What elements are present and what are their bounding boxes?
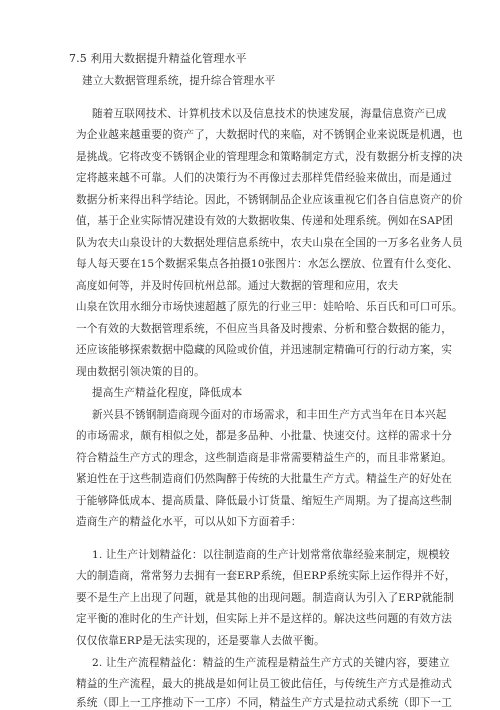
list-item-line: 仅仅依靠ERP是无法实现的，还是要靠人去做平衡。 (76, 635, 325, 647)
paragraph-line: 现由数据引领决策的目的。 (76, 366, 205, 378)
paragraph-line: 符合精益生产方式的理念，这些制造商是非常需要精益生产的，而且非常紧迫。 (76, 452, 453, 464)
paragraph-line: 数据分析来得出科学结论。因此，不锈钢制品企业应该重视它们各自信息资产的价 (76, 194, 463, 206)
list-item-line: 精益的生产流程，最大的挑战是如何让员工彼此信任，与传统生产方式是推动式 (76, 678, 453, 690)
paragraph-line: 造商生产的精益化水平，可以从如下方面着手： (76, 516, 302, 528)
paragraph-line: 定将越来越不可靠。人们的决策行为不再像过去那样凭借经验来做出，而是通过 (76, 172, 453, 184)
paragraph-line: 值，基于企业实际情况建设有效的大数据收集、传递和处理系统。例如在SAP团 (76, 215, 454, 227)
list-item-line: 1. 让生产计划精益化：以往制造商的生产计划常常依靠经验来制定，规模较 (92, 549, 450, 561)
paragraph-line: 队为农夫山泉设计的大数据处理信息系统中，农夫山泉在全国的一万多名业务人员 (76, 237, 463, 249)
paragraph-line: 随着互联网技术、计算机技术以及信息技术的快速发展，海量信息资产已成 (92, 108, 447, 120)
section-heading: 7.5 利用大数据提升精益化管理水平 (69, 52, 247, 65)
list-item-line: 要不是生产上出现了问题，就是其他的出现问题。制造商认为引入了ERP就能制 (76, 592, 454, 604)
subsection-heading: 提高生产精益化程度，降低成本 (92, 387, 243, 399)
paragraph-line: 一个有效的大数据管理系统，不但应当具备及时搜索、分析和整合数据的能力， (76, 323, 453, 335)
paragraph-line: 新兴县不锈钢制造商现今面对的市场需求，和丰田生产方式当年在日本兴起 (92, 409, 447, 421)
paragraph-line: 是挑战。它将改变不锈钢企业的管理理念和策略制定方式，没有数据分析支撑的决 (76, 151, 463, 163)
paragraph-line: 高度如何等，并及时传回杭州总部。通过大数据的管理和应用，农夫 (76, 280, 399, 292)
list-item-line: 系统（即上一工序推动下一工序）不同，精益生产方式是拉动式系统（即下一工 (76, 697, 453, 709)
list-item-line: 2. 让生产流程精益化：精益的生产流程是精益生产方式的关键内容，要建立 (92, 657, 450, 669)
paragraph-line: 于能够降低成本、提高质量、降低最小订货量、缩短生产周期。为了提高这些制 (76, 495, 453, 507)
subsection-heading: 建立大数据管理系统，提升综合管理水平 (82, 75, 276, 87)
paragraph-line: 紧迫性在于这些制造商们仍然陶醉于传统的大批量生产方式。精益生产的好处在 (76, 473, 453, 485)
paragraph-line: 为企业越来越重要的资产了，大数据时代的来临，对不锈钢企业来说既是机遇，也 (76, 129, 463, 141)
paragraph-line: 还应该能够探索数据中隐藏的风险或价值，并迅速制定精确可行的行动方案，实 (76, 344, 453, 356)
paragraph-line: 山泉在饮用水细分市场快速超越了原先的行业三甲：娃哈哈、乐百氏和可口可乐。 (76, 301, 463, 313)
list-item-line: 大的制造商，常常努力去拥有一套ERP系统，但ERP系统实际上运作得并不好， (76, 570, 456, 582)
paragraph-line: 每人每天要在15个数据采集点各拍摄10张图片：水怎么摆放、位置有什么变化、 (76, 258, 459, 270)
list-item-line: 定平衡的准时化的生产计划，但实际上并不是这样的。解决这些问题的有效方法 (76, 613, 453, 625)
paragraph-line: 的市场需求，颇有相似之处，都是多品种、小批量、快速交付。这样的需求十分 (76, 430, 453, 442)
